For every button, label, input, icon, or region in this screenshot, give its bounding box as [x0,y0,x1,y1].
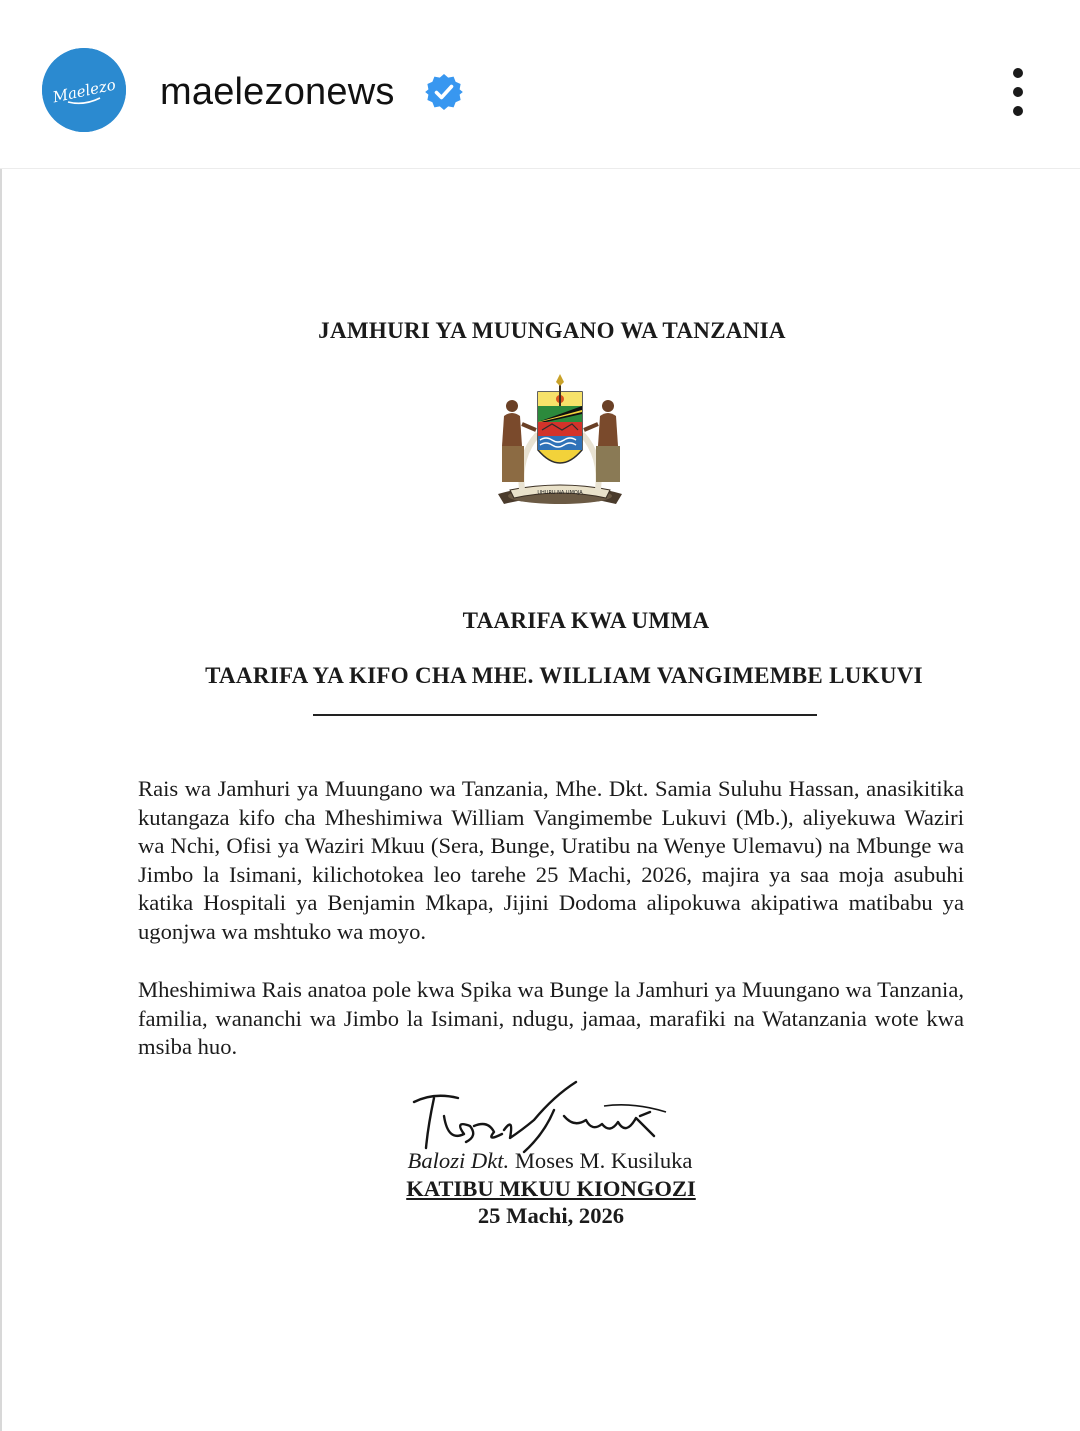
document-header: JAMHURI YA MUUNGANO WA TANZANIA [318,318,786,343]
signatory-title: KATIBU MKUU KIONGOZI [406,1176,696,1201]
more-vertical-icon [1013,68,1023,78]
signatory-name [0,1148,1080,1174]
username[interactable]: maelezonews [160,71,395,113]
post-header [0,0,1080,169]
avatar-logo-text: Maelezo [51,75,118,107]
avatar[interactable] [42,48,126,132]
document-title: TAARIFA KWA UMMA [462,608,710,633]
document-date: 25 Machi, 2026 [477,1203,625,1228]
document-subtitle: TAARIFA YA KIFO CHA MHE. WILLIAM VANGIMEMBE LUKUVI [205,663,923,688]
svg-text:UHURU NA UMOJA: UHURU NA UMOJA [537,490,583,496]
coat-of-arms-icon [488,372,632,510]
title-underline [313,714,817,716]
more-options-button[interactable] [996,62,1040,122]
paragraph-condolences: Mheshimiwa Rais anatoa pole kwa Spika wa Bunge la Jamhuri ya Muungano wa Tanzania, familia, wananchi wa Jimbo la Isimani, ndugu, jamaa, marafiki na Watanzania wote kwa msiba huo. [138,977,964,1060]
signatory-full-name: Moses M. Kusiluka [514,1148,693,1173]
verified-badge-icon [424,72,464,112]
signatory-prefix: Balozi Dkt. [407,1148,510,1173]
paragraph-announcement: Rais wa Jamhuri ya Muungano wa Tanzania, Mhe. Dkt. Samia Suluhu Hassan, anasikitika kutangaza kifo cha Mheshimiwa William Vangimembe Lukuvi (Mb.), aliyekuwa Waziri wa Nchi, Ofisi ya Waziri Mkuu (Sera, Bunge, Uratibu na Wenye Ulemavu) na Mbunge wa Jimbo la Isimani, kilichotokea leo tarehe 25 Machi, 2026, majira ya saa moja asubuhi katika Hospitali ya Benjamin Mkapa, Jijini Dodoma alipokuwa akipatiwa matibabu ya ugonjwa wa mshtuko wa moyo. [138,776,964,944]
avatar-logo [42,48,126,132]
